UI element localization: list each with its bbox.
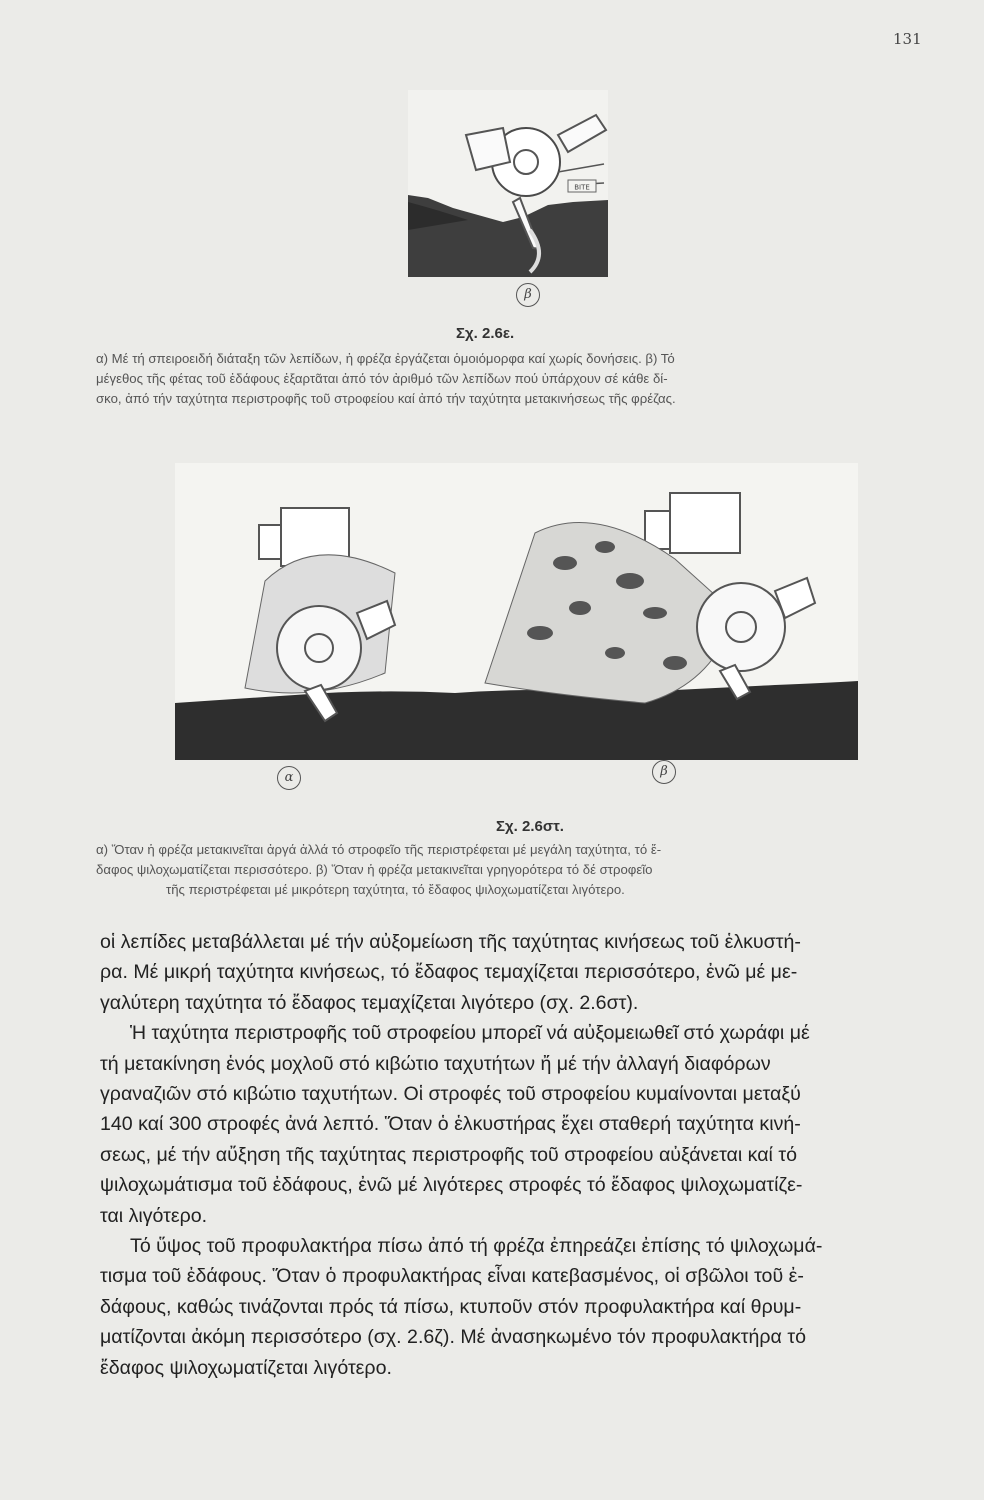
caption-line: μέγεθος τῆς φέτας τοῦ ἐδάφους ἐξαρτᾶται ἀπό τόν ἀριθμό τῶν λεπίδων πού ὑπάρχουν σέ κάθε δί-	[96, 371, 668, 386]
body-line: τισμα τοῦ ἐδάφους. Ὅταν ὁ προφυλακτήρας εἶναι κατεβασμένος, οἱ σβῶλοι τοῦ ἐ-	[100, 1265, 804, 1288]
figure-bottom-title: Σχ. 2.6στ.	[496, 818, 564, 835]
bite-label: BITE	[574, 183, 590, 192]
caption-line: δαφος ψιλοχωματίζεται περισσότερο. β) Ὅταν ἡ φρέζα μετακινεῖται γρηγορότερα τό δέ στροφεῖο	[96, 862, 653, 877]
body-line: Ἡ ταχύτητα περιστροφῆς τοῦ στροφείου μπορεῖ νά αὐξομειωθεῖ στό χωράφι μέ	[130, 1022, 810, 1045]
body-line: 140 καί 300 στροφές ἀνά λεπτό. Ὅταν ὁ ἑλκυστήρας ἔχει σταθερή ταχύτητα κινή-	[100, 1113, 801, 1136]
caption-line: τῆς περιστρέφεται μέ μικρότερη ταχύτητα, τό ἔδαφος ψιλοχωματίζεται λιγότερο.	[166, 882, 625, 897]
page-number: 131	[893, 30, 922, 48]
body-line: γαλύτερη ταχύτητα τό ἔδαφος τεμαχίζεται λιγότερο (σχ. 2.6στ).	[100, 991, 639, 1014]
body-line: τή μετακίνηση ἑνός μοχλοῦ στό κιβώτιο ταχυτήτων ἤ μέ τήν ἀλλαγή διαφόρων	[100, 1052, 771, 1075]
caption-line: σκο, ἀπό τήν ταχύτητα περιστροφῆς τοῦ στροφείου καί ἀπό τήν ταχύτητα μετακινήσεως τῆς φρέζας.	[96, 391, 676, 406]
body-line: ἔδαφος ψιλοχωματίζεται λιγότερο.	[100, 1356, 392, 1379]
figure-bottom-label-alpha: α	[277, 766, 301, 790]
body-line: δάφους, καθώς τινάζονται πρός τά πίσω, κτυποῦν στόν προφυλακτήρα καί θρυμ-	[100, 1295, 802, 1318]
figure-2-6st-illustration	[175, 463, 858, 760]
body-line: ρα. Μέ μικρή ταχύτητα κινήσεως, τό ἔδαφος τεμαχίζεται περισσότερο, ἐνῶ μέ με-	[100, 961, 798, 984]
body-line: ται λιγότερο.	[100, 1204, 208, 1227]
caption-line: α) Μέ τή σπειροειδή διάταξη τῶν λεπίδων, ἡ φρέζα ἐργάζεται ὁμοιόμορφα καί χωρίς δονήσεις. β) Τό	[96, 351, 675, 366]
figure-bottom-label-beta: β	[652, 760, 676, 784]
rotary-tiller-bite-drawing	[408, 90, 608, 277]
tiller-speed-comparison-drawing	[175, 463, 858, 760]
caption-line: α) Ὅταν ἡ φρέζα μετακινεῖται ἀργά ἀλλά τό στροφεῖο τῆς περιστρέφεται μέ μεγάλη ταχύτητα, τό ἔ-	[96, 842, 662, 857]
body-line: Τό ὕψος τοῦ προφυλακτήρα πίσω ἀπό τή φρέζα ἐπηρεάζει ἐπίσης τό ψιλοχωμά-	[130, 1235, 823, 1258]
figure-top-label-beta: β	[516, 283, 540, 307]
figure-bottom-caption	[96, 840, 661, 900]
body-line: γραναζιῶν στό κιβώτιο ταχυτήτων. Οἱ στροφές τοῦ στροφείου κυμαίνονται μεταξύ	[100, 1083, 801, 1106]
body-line: ψιλοχωμάτισμα τοῦ ἐδάφους, ἐνῶ μέ λιγότερες στροφές τό ἔδαφος ψιλοχωματίζε-	[100, 1174, 803, 1197]
body-line: ματίζονται ἀκόμη περισσότερο (σχ. 2.6ζ). Μέ ἀνασηκωμένο τόν προφυλακτήρα τό	[100, 1326, 806, 1349]
body-line: οἱ λεπίδες μεταβάλλεται μέ τήν αὐξομείωση τῆς ταχύτητας κινήσεως τοῦ ἑλκυστή-	[100, 931, 801, 953]
figure-2-6e-illustration	[408, 90, 608, 277]
figure-top-caption	[96, 349, 676, 409]
body-line: σεως, μέ τήν αὔξηση τῆς ταχύτητας περιστροφῆς τοῦ στροφείου αὐξάνεται καί τό	[100, 1143, 797, 1166]
body-text	[100, 927, 945, 1383]
figure-top-title: Σχ. 2.6ε.	[456, 325, 515, 342]
